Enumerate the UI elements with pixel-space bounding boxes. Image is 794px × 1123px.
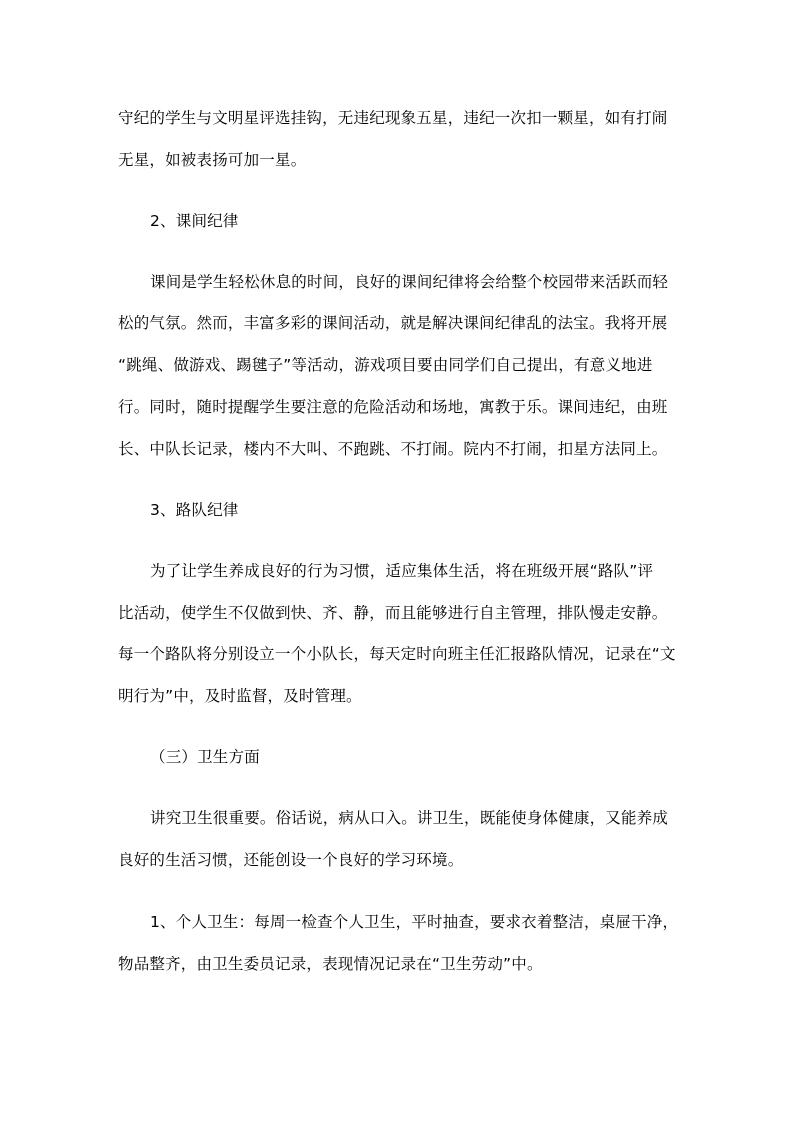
paragraph-line: 行。同时，随时提醒学生要注意的危险活动和场地，寓教于乐。课间违纪，由班 xyxy=(118,398,668,416)
paragraph-line: 良好的生活习惯，还能创设一个良好的学习环境。 xyxy=(118,851,464,869)
paragraph-line: 明行为”中，及时监督，及时管理。 xyxy=(118,687,362,705)
paragraph-line: 守纪的学生与文明星评选挂钩，无违纪现象五星，违纪一次扣一颗星，如有打闹 xyxy=(118,109,668,127)
paragraph-line: 1、个人卫生：每周一检查个人卫生，平时抽查，要求衣着整洁，桌屉干净， xyxy=(150,913,679,931)
paragraph-line: 课间是学生轻松休息的时间，良好的课间纪律将会给整个校园带来活跃而轻 xyxy=(150,273,669,291)
paragraph-line: 每一个路队将分别设立一个小队长，每天定时向班主任汇报路队情况，记录在“文 xyxy=(118,645,676,663)
section-heading-hygiene: （三）卫生方面 xyxy=(150,748,260,766)
section-heading-queue-discipline: 3、路队纪律 xyxy=(150,501,239,519)
paragraph-line: 为了让学生养成良好的行为习惯，适应集体生活，将在班级开展“路队”评 xyxy=(150,562,654,580)
paragraph-line: 比活动，使学生不仅做到快、齐、静，而且能够进行自主管理，排队慢走安静。 xyxy=(118,604,668,622)
paragraph-line: 无星，如被表扬可加一星。 xyxy=(118,151,307,169)
paragraph-line: “跳绳、做游戏、踢毽子”等活动，游戏项目要由同学们自己提出，有意义地进 xyxy=(118,356,653,374)
paragraph-line: 松的气氛。然而，丰富多彩的课间活动，就是解决课间纪律乱的法宝。我将开展 xyxy=(118,314,668,332)
paragraph-line: 长、中队长记录，楼内不大叫、不跑跳、不打闹。院内不打闹，扣星方法同上。 xyxy=(118,440,668,458)
paragraph-line: 讲究卫生很重要。俗话说，病从口入。讲卫生，既能使身体健康，又能养成 xyxy=(150,809,669,827)
paragraph-line: 物品整齐，由卫生委员记录，表现情况记录在“卫生劳动”中。 xyxy=(118,955,543,973)
section-heading-break-discipline: 2、课间纪律 xyxy=(150,212,239,230)
